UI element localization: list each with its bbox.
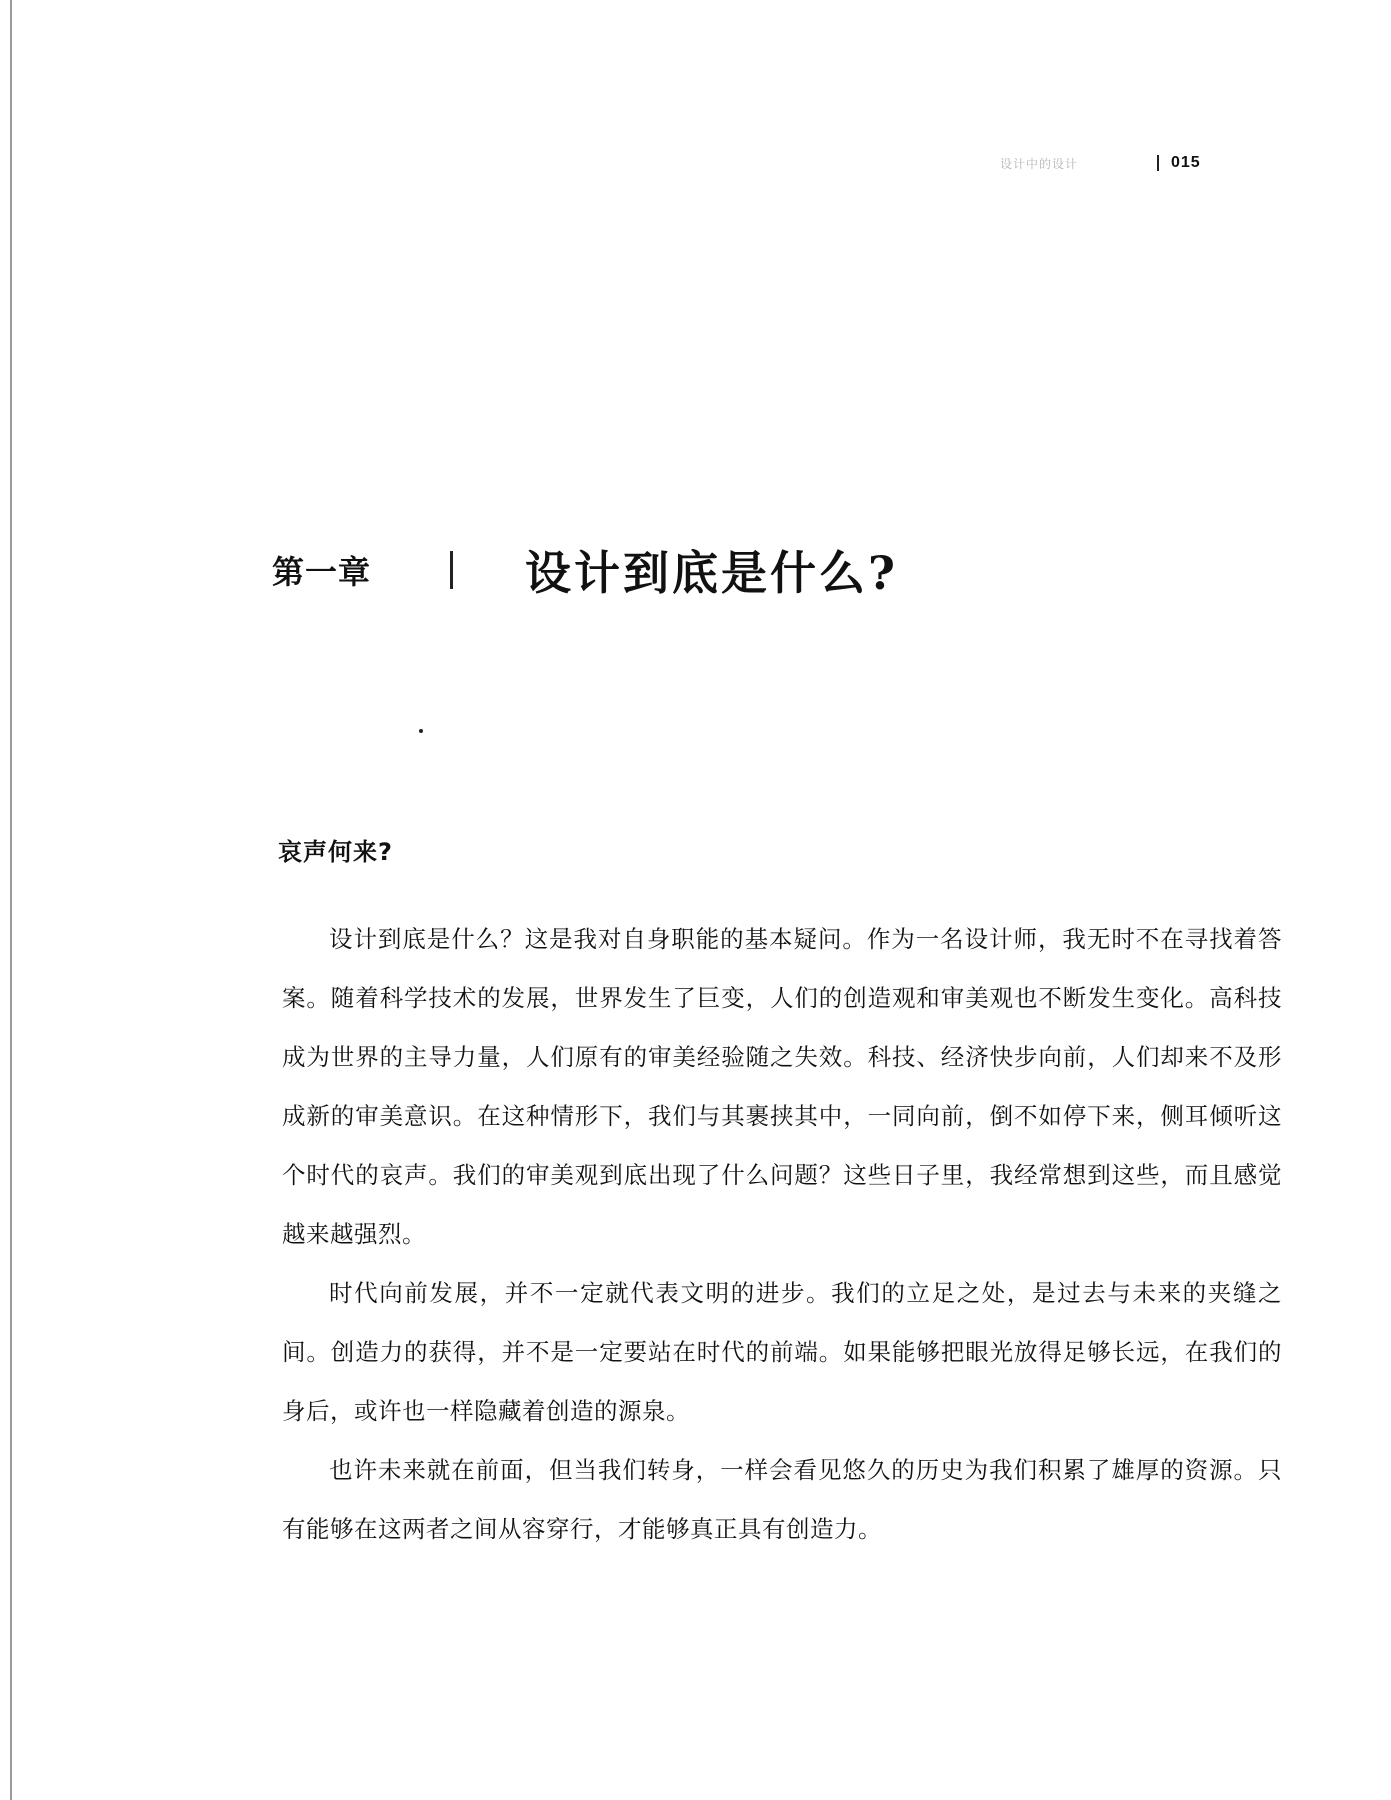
section-heading: 哀声何来?	[278, 838, 393, 866]
paragraph: 时代向前发展，并不一定就代表文明的进步。我们的立足之处，是过去与未来的夹缝之间。创造力的获得，并不是一定要站在时代的前端。如果能够把眼光放得足够长远，在我们的身后，或许也一样隐藏着创造的源泉。	[282, 1279, 1282, 1425]
chapter-divider	[450, 551, 453, 589]
running-title: 设计中的设计	[1000, 156, 1079, 171]
chapter-heading	[272, 535, 898, 605]
paragraph: 设计到底是什么？这是我对自身职能的基本疑问。作为一名设计师，我无时不在寻找着答案。随着科学技术的发展，世界发生了巨变，人们的创造观和审美观也不断发生变化。高科技成为世界的主导力量，人们原有的审美经验随之失效。科技、经济快步向前，人们却来不及形成新的审美意识。在这种情形下，我们与其裹挟其中，一同向前，倒不如停下来，侧耳倾听这个时代的哀声。我们的审美观到底出现了什么问题？这些日子里，我经常想到这些，而且感觉越来越强烈。	[282, 925, 1282, 1248]
chapter-title: 设计到底是什么?	[525, 546, 898, 600]
paragraph: 也许未来就在前面，但当我们转身，一样会看见悠久的历史为我们积累了雄厚的资源。只有能够在这两者之间从容穿行，才能够真正具有创造力。	[282, 1456, 1282, 1543]
header-divider	[1157, 155, 1159, 171]
page-number: 015	[1171, 154, 1201, 171]
page-edge-line	[10, 0, 12, 1800]
chapter-label: 第一章	[272, 553, 372, 591]
ink-speck	[419, 729, 423, 733]
body-text	[282, 910, 1282, 1559]
running-header	[1000, 150, 1240, 176]
